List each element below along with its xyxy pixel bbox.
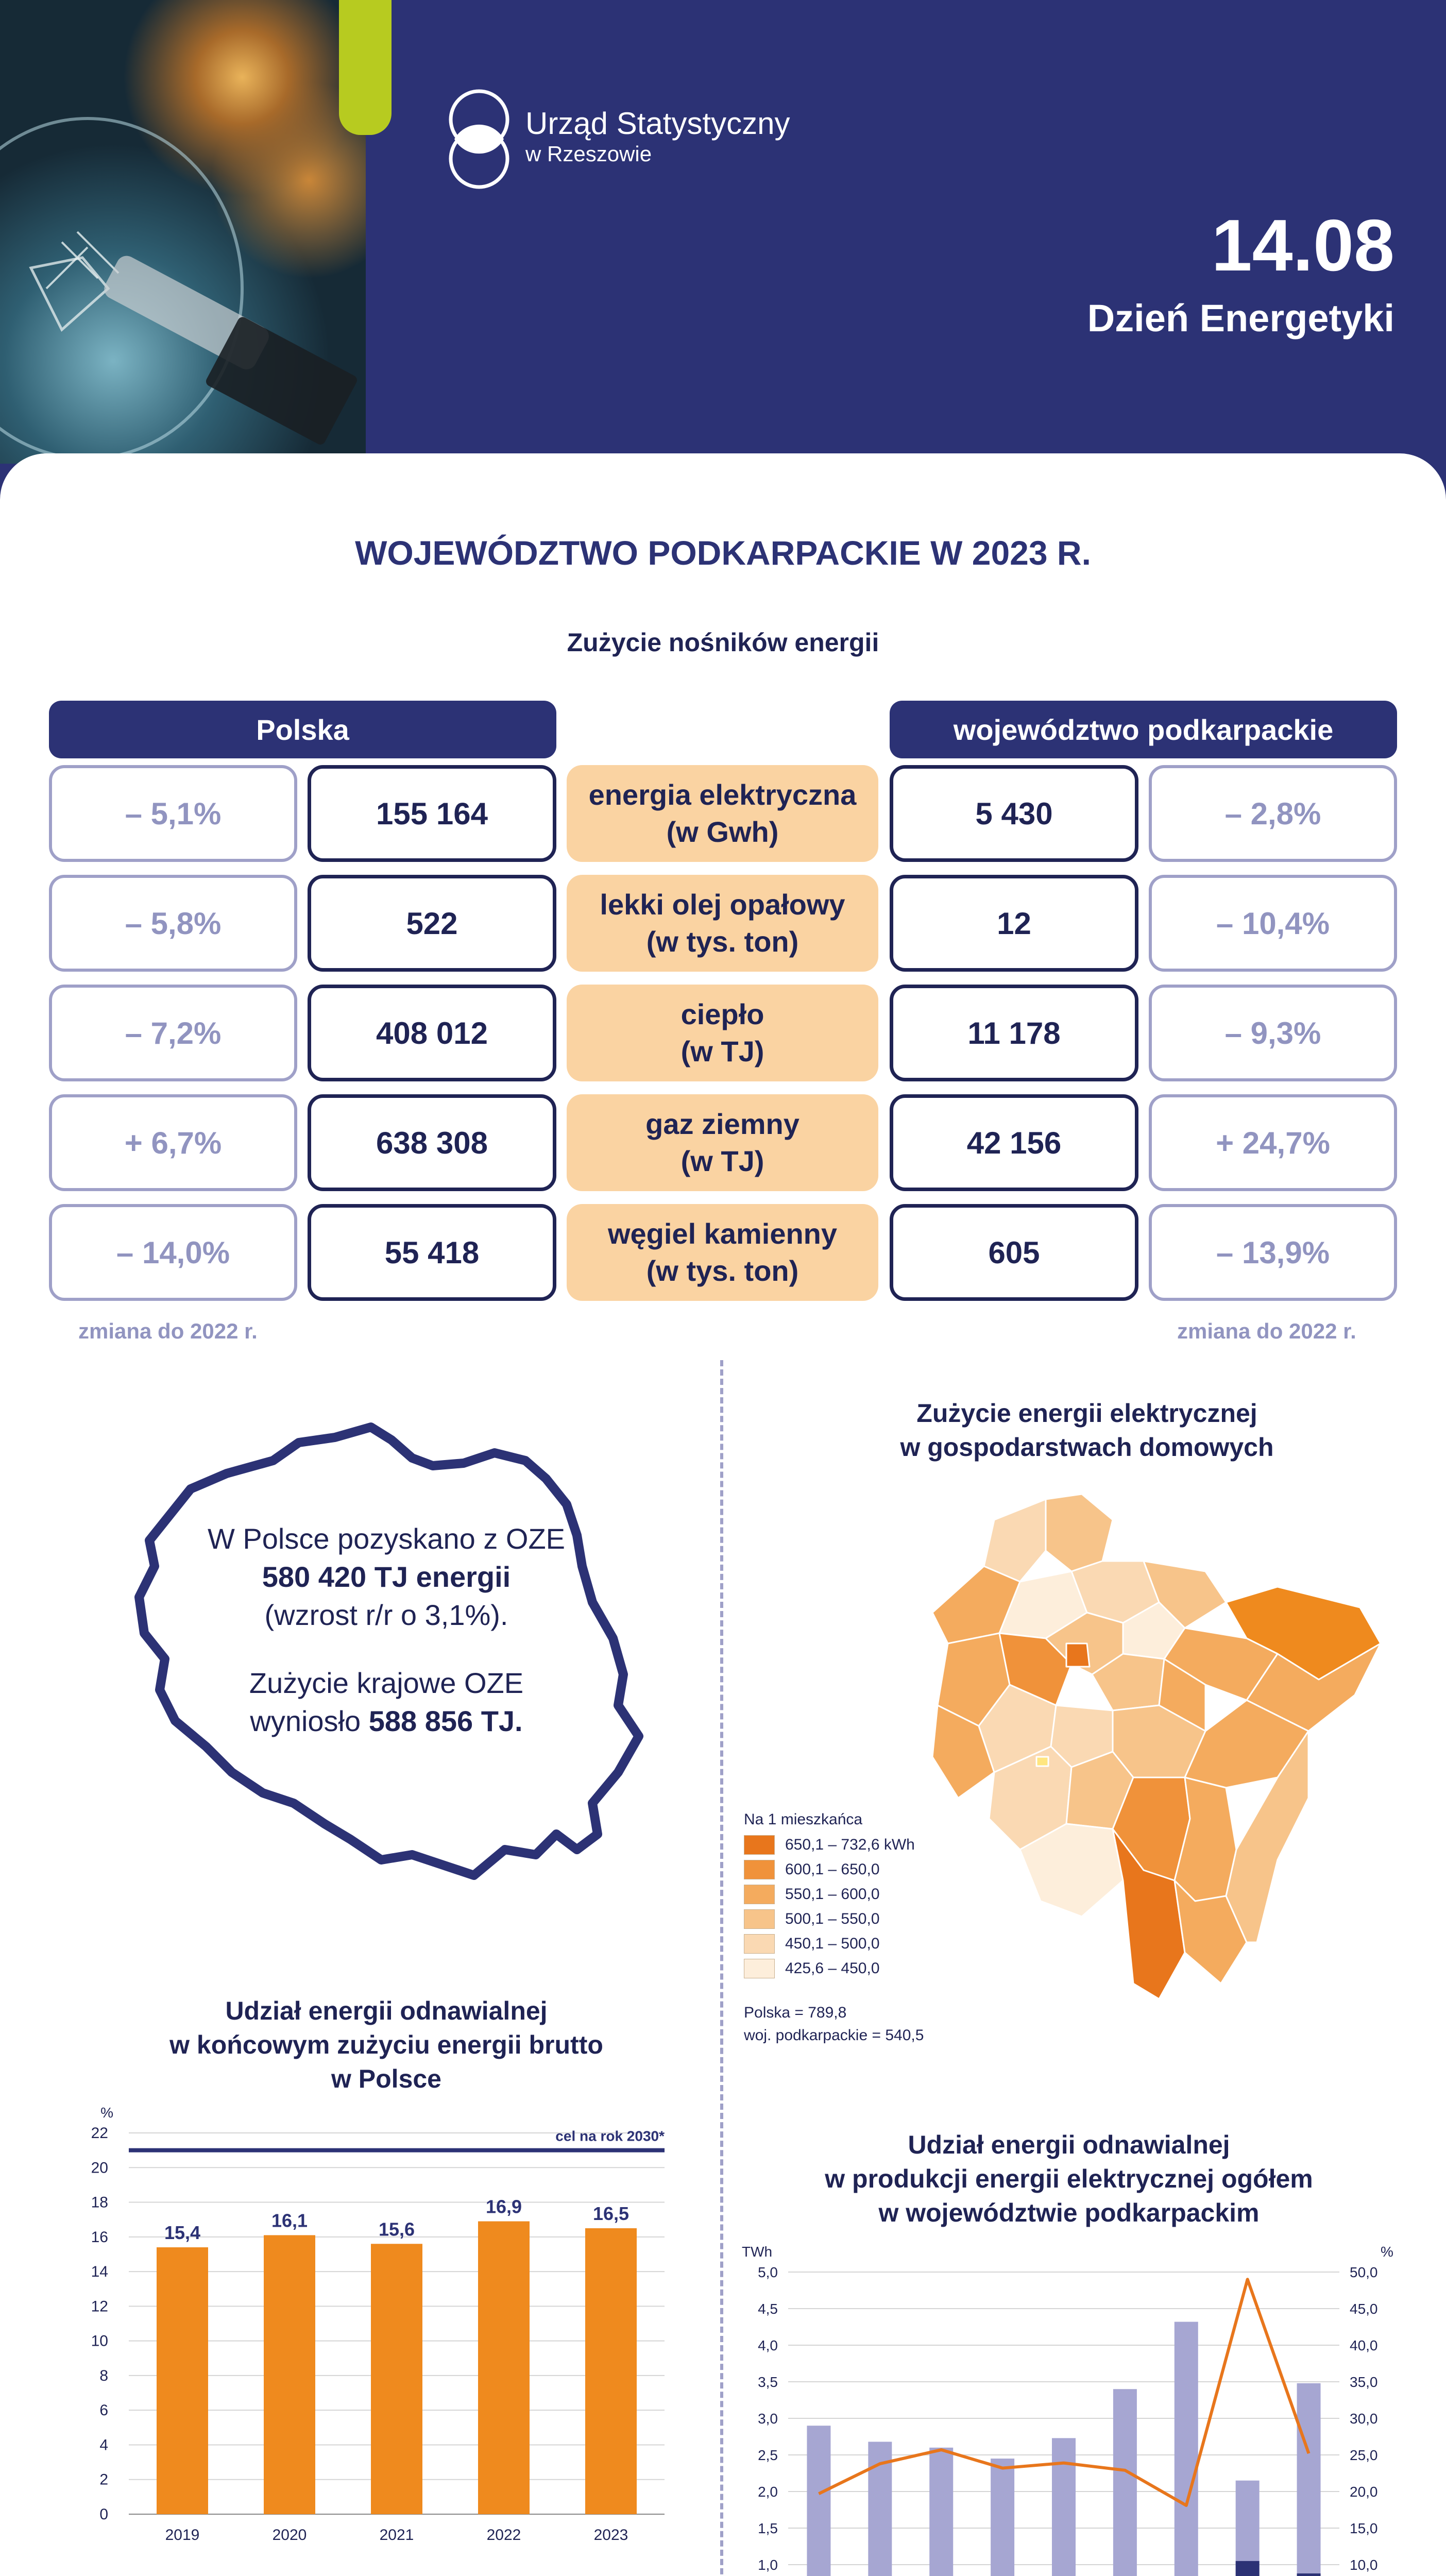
oze-line-5-bold: 588 856 TJ. bbox=[368, 1705, 523, 1737]
chart2-ytick-right: 10,0 bbox=[1350, 2557, 1378, 2573]
section-title: Zużycie nośników energii bbox=[567, 628, 879, 657]
chart1-ytick-label: 16 bbox=[91, 2228, 108, 2246]
chart2-ytick-right: 45,0 bbox=[1350, 2301, 1378, 2317]
chart2-title bbox=[747, 2128, 1391, 2230]
chart2-ylabel-right: % bbox=[1381, 2244, 1393, 2260]
chart1-bar bbox=[371, 2244, 422, 2514]
chart1-ytick-label: 22 bbox=[91, 2125, 108, 2142]
chart1-title-line-2: w końcowym zużyciu energii brutto bbox=[169, 2030, 603, 2059]
energy-carrier-unit: (w tys. ton) bbox=[646, 1255, 799, 1287]
change-note-left: zmiana do 2022 r. bbox=[78, 1319, 258, 1343]
chart1-ytick-label: 14 bbox=[91, 2263, 108, 2281]
region-value: 5 430 bbox=[890, 765, 1138, 862]
event-name: Dzień Energetyki bbox=[1087, 297, 1394, 340]
poland-change: – 5,1% bbox=[49, 765, 297, 862]
map-legend bbox=[744, 1811, 960, 1981]
chart1-data-label: 15,4 bbox=[164, 2222, 201, 2243]
chart1-xtick-label: 2022 bbox=[486, 2527, 521, 2544]
chart2-ylabel-left: TWh bbox=[742, 2244, 773, 2260]
chart1-xtick-label: 2023 bbox=[593, 2527, 628, 2544]
poland-value: 522 bbox=[308, 875, 556, 972]
legend-swatch bbox=[744, 1909, 775, 1929]
chart1-ytick-label: 12 bbox=[91, 2298, 108, 2315]
chart1-ytick-label: 0 bbox=[99, 2506, 108, 2523]
legend-label: 500,1 – 550,0 bbox=[785, 1910, 880, 1927]
chart2-bar-total bbox=[1297, 2383, 1321, 2576]
legend-item bbox=[744, 1882, 960, 1907]
legend-swatch bbox=[744, 1835, 775, 1855]
poland-value: 408 012 bbox=[308, 985, 556, 1081]
chart2-bar-total bbox=[1052, 2438, 1076, 2576]
region-change: – 10,4% bbox=[1149, 875, 1397, 972]
chart2-renewable-production-podkarpackie bbox=[731, 2231, 1417, 2576]
chart1-ytick-label: 4 bbox=[99, 2436, 108, 2454]
chart2-ytick-right: 15,0 bbox=[1350, 2520, 1378, 2536]
energy-carrier-unit: (w TJ) bbox=[681, 1145, 764, 1177]
chart2-bar-renewable bbox=[1297, 2573, 1321, 2576]
chart1-target-label: cel na rok 2030* bbox=[555, 2128, 665, 2144]
region-change: – 2,8% bbox=[1149, 765, 1397, 862]
poland-change: – 5,8% bbox=[49, 875, 297, 972]
chart1-xtick-label: 2020 bbox=[272, 2527, 307, 2544]
oze-line-3: (wzrost r/r o 3,1%). bbox=[264, 1599, 508, 1631]
legend-item bbox=[744, 1931, 960, 1956]
energy-carrier-name: gaz ziemny bbox=[645, 1108, 799, 1140]
chart1-ytick-label: 2 bbox=[99, 2471, 108, 2488]
chart2-title-line-1: Udział energii odnawialnej bbox=[908, 2130, 1230, 2159]
chart2-ytick-left: 4,0 bbox=[758, 2337, 778, 2353]
region-value: 605 bbox=[890, 1204, 1138, 1301]
region-value: 12 bbox=[890, 875, 1138, 972]
accent-tab bbox=[339, 0, 392, 135]
change-note-right: zmiana do 2022 r. bbox=[1177, 1319, 1356, 1343]
chart1-xtick-label: 2021 bbox=[379, 2527, 414, 2544]
poland-outline-icon bbox=[103, 1412, 670, 1906]
map-title-line-2: w gospodarstwach domowych bbox=[900, 1433, 1274, 1462]
chart2-ytick-right: 50,0 bbox=[1350, 2264, 1378, 2280]
map-title-line-1: Zużycie energii elektrycznej bbox=[916, 1399, 1257, 1428]
chart2-ytick-right: 20,0 bbox=[1350, 2484, 1378, 2500]
legend-label: 650,1 – 732,6 kWh bbox=[785, 1836, 915, 1853]
chart2-ytick-left: 1,0 bbox=[758, 2557, 778, 2573]
chart1-data-label: 15,6 bbox=[378, 2218, 415, 2240]
chart2-ytick-left: 5,0 bbox=[758, 2264, 778, 2280]
chart1-bar bbox=[264, 2235, 315, 2514]
energy-carrier-label bbox=[567, 1204, 878, 1301]
energy-carrier-label bbox=[567, 875, 878, 972]
energy-carrier-unit: (w tys. ton) bbox=[646, 925, 799, 958]
region-change: – 13,9% bbox=[1149, 1204, 1397, 1301]
chart2-bar-total bbox=[991, 2459, 1014, 2576]
energy-carrier-unit: (w Gwh) bbox=[666, 816, 779, 848]
lightbulb-icon bbox=[0, 0, 366, 464]
map-title bbox=[773, 1396, 1401, 1464]
chart1-xtick-label: 2019 bbox=[165, 2527, 200, 2544]
oze-line-1: W Polsce pozyskano z OZE bbox=[207, 1522, 565, 1555]
podkarpackie-choropleth-map bbox=[917, 1489, 1401, 2056]
chart2-ytick-right: 25,0 bbox=[1350, 2447, 1378, 2463]
chart2-ytick-left: 1,5 bbox=[758, 2520, 778, 2536]
legend-swatch bbox=[744, 1934, 775, 1954]
legend-swatch bbox=[744, 1959, 775, 1978]
energy-carrier-name: ciepło bbox=[681, 998, 764, 1030]
chart2-bar-total bbox=[1113, 2389, 1137, 2576]
chart2-ytick-left: 2,0 bbox=[758, 2484, 778, 2500]
poland-value: 638 308 bbox=[308, 1094, 556, 1191]
region-value: 42 156 bbox=[890, 1094, 1138, 1191]
legend-label: 600,1 – 650,0 bbox=[785, 1861, 880, 1878]
chart2-ytick-right: 30,0 bbox=[1350, 2411, 1378, 2427]
map-legend-foot bbox=[744, 2002, 924, 2047]
region-value: 11 178 bbox=[890, 985, 1138, 1081]
chart1-data-label: 16,1 bbox=[271, 2210, 308, 2231]
legend-label: 450,1 – 500,0 bbox=[785, 1935, 880, 1952]
chart1-title-line-1: Udział energii odnawialnej bbox=[225, 1996, 548, 2025]
chart2-ytick-right: 35,0 bbox=[1350, 2374, 1378, 2390]
oze-line-2: 580 420 TJ energii bbox=[262, 1561, 511, 1593]
event-date: 14.08 bbox=[1211, 205, 1394, 286]
legend-swatch bbox=[744, 1860, 775, 1879]
header-podkarpackie: województwo podkarpackie bbox=[890, 701, 1397, 758]
legend-title: Na 1 mieszkańca bbox=[744, 1811, 863, 1828]
chart2-bar-total bbox=[807, 2426, 830, 2576]
chart2-ytick-left: 2,5 bbox=[758, 2447, 778, 2463]
legend-item bbox=[744, 1857, 960, 1882]
poland-change: – 14,0% bbox=[49, 1204, 297, 1301]
legend-label: 425,6 – 450,0 bbox=[785, 1960, 880, 1977]
header-polska: Polska bbox=[49, 701, 556, 758]
chart1-data-label: 16,9 bbox=[485, 2196, 522, 2217]
chart2-ytick-left: 3,5 bbox=[758, 2374, 778, 2390]
legend-rows bbox=[744, 1833, 960, 1981]
oze-line-4: Zużycie krajowe OZE bbox=[249, 1667, 524, 1699]
chart1-ylabel: % bbox=[100, 2105, 113, 2121]
logo-icon bbox=[443, 88, 515, 191]
chart2-ytick-left: 3,0 bbox=[758, 2411, 778, 2427]
poland-change: + 6,7% bbox=[49, 1094, 297, 1191]
institution-city: w Rzeszowie bbox=[525, 142, 652, 166]
chart1-title-line-3: w Polsce bbox=[331, 2064, 441, 2093]
energy-carrier-label bbox=[567, 985, 878, 1081]
chart1-ytick-label: 8 bbox=[99, 2367, 108, 2384]
energy-carrier-label bbox=[567, 1094, 878, 1191]
chart2-title-line-2: w produkcji energii elektrycznej ogółem bbox=[825, 2164, 1313, 2193]
chart1-bar bbox=[585, 2228, 637, 2514]
chart2-ytick-left: 4,5 bbox=[758, 2301, 778, 2317]
oze-line-5-pre: wyniosło bbox=[250, 1705, 369, 1737]
poland-value: 155 164 bbox=[308, 765, 556, 862]
lightbulb-photo bbox=[0, 0, 366, 464]
chart1-ytick-label: 6 bbox=[99, 2402, 108, 2419]
legend-item bbox=[744, 1833, 960, 1857]
chart2-ytick-right: 40,0 bbox=[1350, 2337, 1378, 2353]
divider bbox=[720, 1360, 723, 2576]
region-change: + 24,7% bbox=[1149, 1094, 1397, 1191]
chart1-ytick-label: 20 bbox=[91, 2159, 108, 2177]
energy-carrier-unit: (w TJ) bbox=[681, 1035, 764, 1067]
legend-item bbox=[744, 1907, 960, 1931]
oze-line-5 bbox=[139, 1702, 634, 1740]
chart1-bar bbox=[157, 2247, 208, 2514]
energy-carrier-name: energia elektryczna bbox=[588, 778, 857, 811]
energy-carrier-label bbox=[567, 765, 878, 862]
poland-value: 55 418 bbox=[308, 1204, 556, 1301]
chart2-bar-renewable bbox=[1236, 2561, 1260, 2576]
chart2-title-line-3: w województwie podkarpackim bbox=[878, 2198, 1260, 2227]
legend-foot-poland: Polska = 789,8 bbox=[744, 2004, 847, 2021]
legend-foot-region: woj. podkarpackie = 540,5 bbox=[744, 2027, 924, 2044]
chart1-bar bbox=[478, 2222, 530, 2514]
legend-swatch bbox=[744, 1885, 775, 1904]
chart1-data-label: 16,5 bbox=[592, 2203, 630, 2224]
page-title: WOJEWÓDZTWO PODKARPACKIE W 2023 R. bbox=[355, 534, 1091, 572]
energy-carrier-name: węgiel kamienny bbox=[607, 1217, 838, 1250]
chart1-title bbox=[77, 1994, 695, 2096]
legend-label: 550,1 – 600,0 bbox=[785, 1886, 880, 1903]
chart1-ytick-label: 10 bbox=[91, 2332, 108, 2350]
chart1-ytick-label: 18 bbox=[91, 2194, 108, 2211]
chart1-renewable-share-poland bbox=[62, 2102, 706, 2555]
poland-change: – 7,2% bbox=[49, 985, 297, 1081]
energy-carrier-name: lekki olej opałowy bbox=[600, 888, 845, 921]
institution-name: Urząd Statystyczny bbox=[525, 106, 790, 141]
chart2-bar-total bbox=[1175, 2322, 1198, 2576]
chart2-bar-total bbox=[929, 2448, 953, 2576]
legend-item bbox=[744, 1956, 960, 1981]
region-change: – 9,3% bbox=[1149, 985, 1397, 1081]
